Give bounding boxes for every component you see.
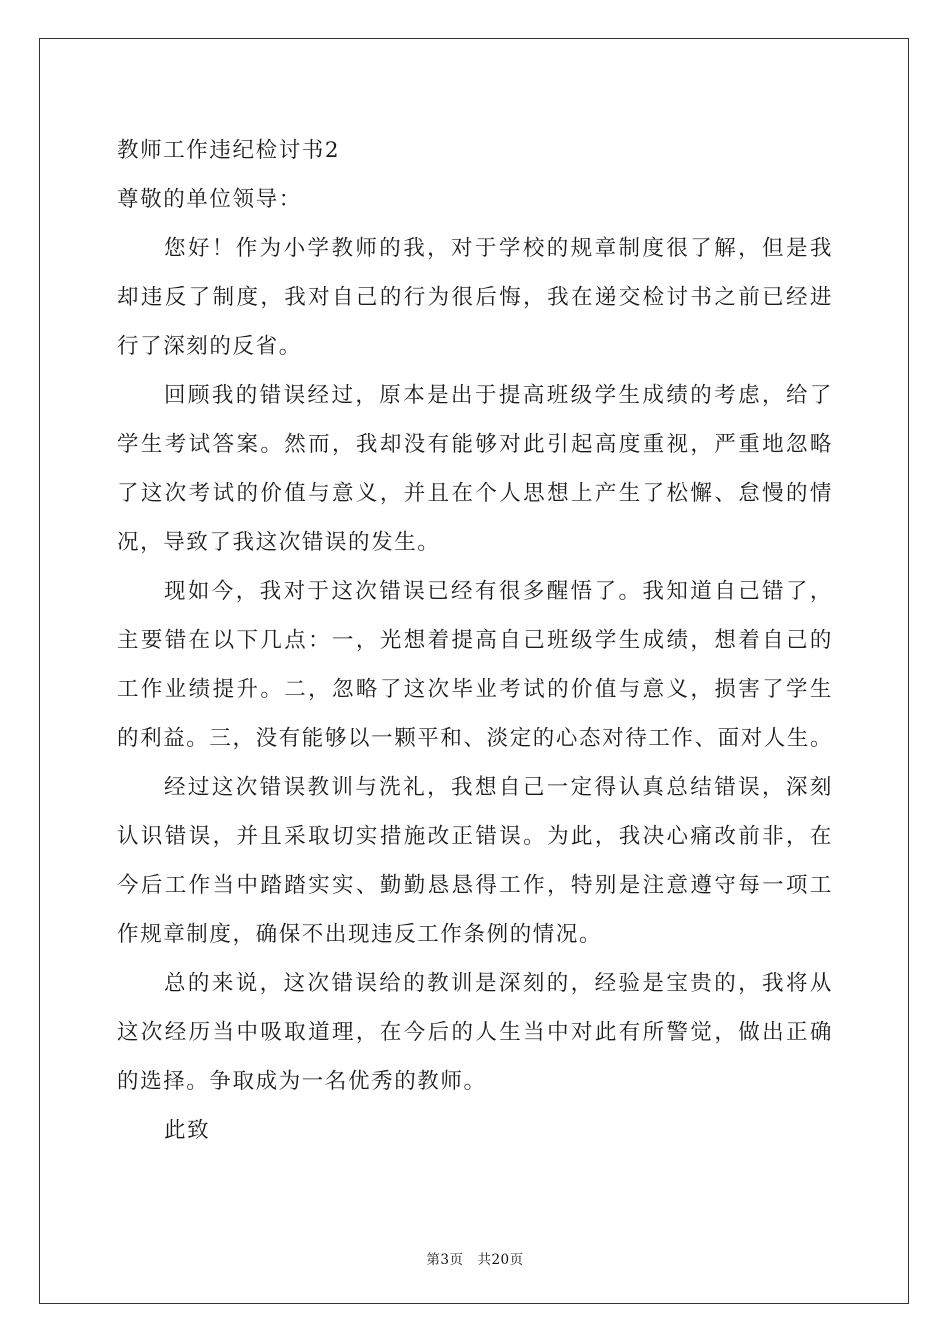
paragraph-2 [117, 371, 833, 567]
document-title: 教师工作违纪检讨书2 [117, 138, 341, 163]
page-number: 第3页 [426, 1252, 464, 1268]
paragraph-line: 的利益。三，没有能够以一颗平和、淡定的心态对待工作、面对人生。 [117, 726, 834, 751]
paragraph-line: 况，导致了我这次错误的发生。 [117, 530, 441, 555]
total-pages: 共20页 [477, 1252, 524, 1268]
salutation: 尊敬的单位领导： [117, 187, 302, 212]
paragraph-line: 主要错在以下几点：一，光想着提高自己班级学生成绩，想着自己的 [117, 628, 833, 653]
paragraph-line: 作规章制度，确保不出现违反工作条例的情况。 [117, 922, 603, 947]
paragraph-line: 回顾我的错误经过，原本是出于提高班级学生成绩的考虑，给了 [164, 383, 833, 408]
paragraph-line: 您好！作为小学教师的我，对于学校的规章制度很了解，但是我 [164, 236, 833, 261]
page-footer [0, 1248, 950, 1268]
paragraph-line: 行了深刻的反省。 [117, 334, 302, 359]
paragraph-line: 认识错误，并且采取切实措施改正错误。为此，我决心痛改前非，在 [117, 824, 833, 849]
paragraph-line: 今后工作当中踏踏实实、勤勤恳恳得工作，特别是注意遵守每一项工 [117, 873, 833, 898]
paragraph-line: 工作业绩提升。二，忽略了这次毕业考试的价值与意义，损害了学生 [117, 677, 833, 702]
paragraph-line: 经过这次错误教训与洗礼，我想自己一定得认真总结错误，深刻 [164, 775, 833, 800]
document-body [117, 126, 833, 1155]
paragraph-line: 却违反了制度，我对自己的行为很后悔，我在递交检讨书之前已经进 [117, 285, 833, 310]
paragraph-line: 学生考试答案。然而，我却没有能够对此引起高度重视，严重地忽略 [117, 432, 833, 457]
paragraph-3 [117, 567, 833, 763]
paragraph-4 [117, 763, 833, 959]
paragraph-line: 总的来说，这次错误给的教训是深刻的，经验是宝贵的，我将从 [164, 971, 833, 996]
paragraph-line: 了这次考试的价值与意义，并且在个人思想上产生了松懈、怠慢的情 [117, 481, 833, 506]
paragraph-line: 这次经历当中吸取道理，在今后的人生当中对此有所警觉，做出正确 [117, 1020, 833, 1045]
closing: 此致 [164, 1118, 211, 1143]
paragraph-5 [117, 959, 833, 1106]
paragraph-1 [117, 224, 833, 371]
paragraph-line: 的选择。争取成为一名优秀的教师。 [117, 1069, 487, 1094]
paragraph-line: 现如今，我对于这次错误已经有很多醒悟了。我知道自己错了， [164, 579, 833, 604]
